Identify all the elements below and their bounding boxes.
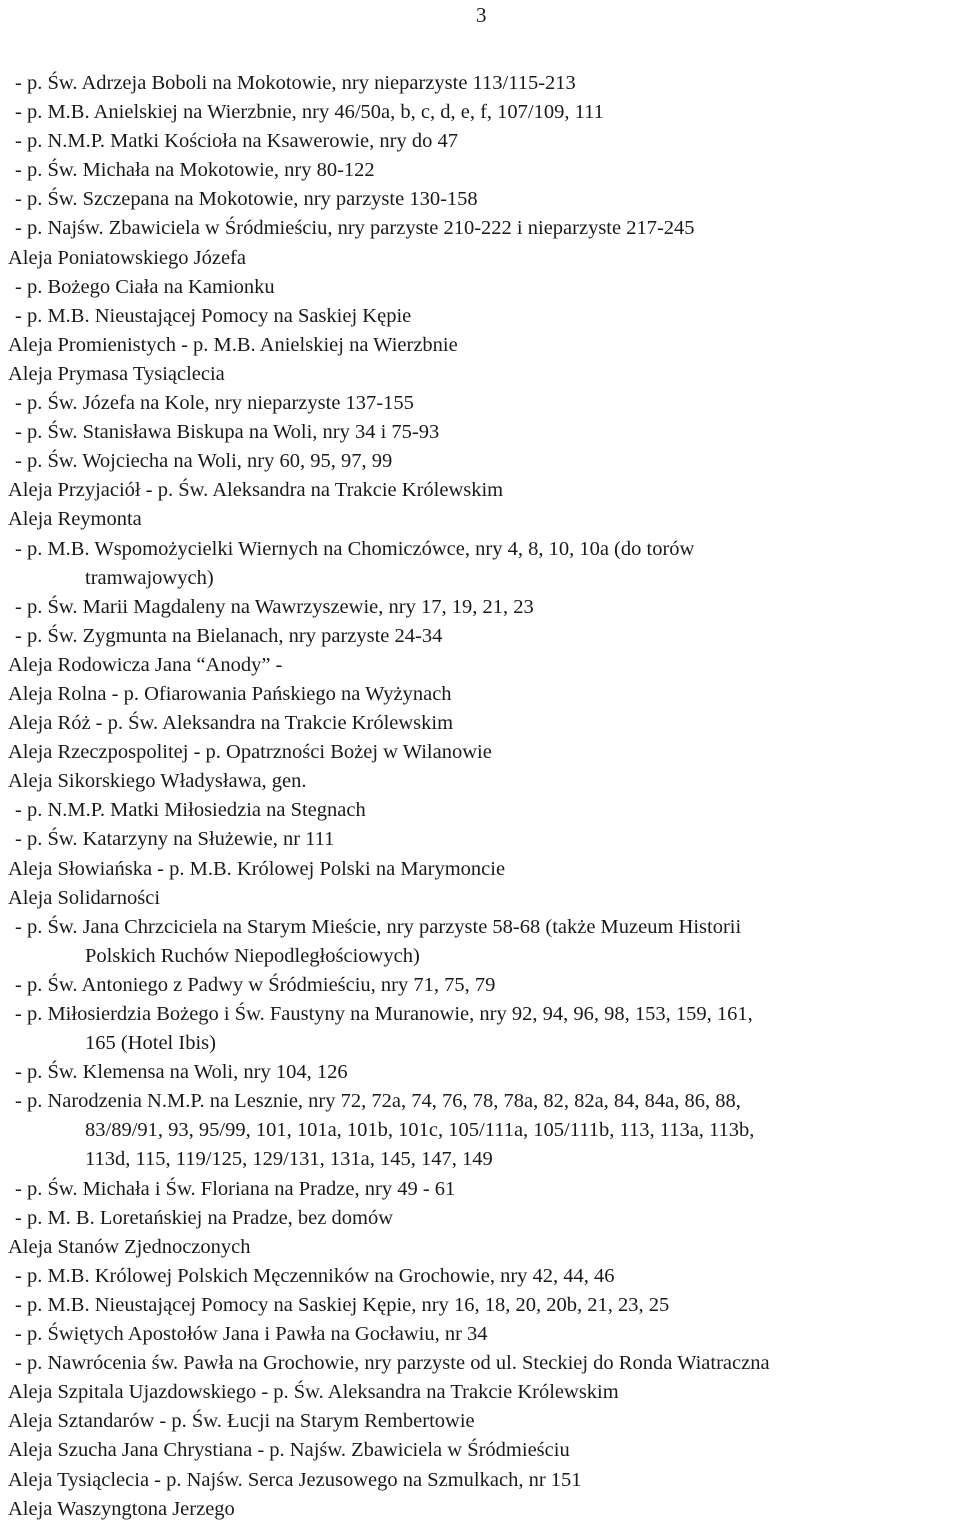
street-heading: Aleja Promienistych - p. M.B. Anielskiej na Wierzbnie bbox=[8, 333, 458, 356]
street-heading: Aleja Reymonta bbox=[8, 508, 142, 531]
parish-entry: - p. Św. Klemensa na Woli, nry 104, 126 bbox=[15, 1061, 348, 1084]
continuation-line: Polskich Ruchów Niepodległościowych) bbox=[85, 944, 420, 967]
street-heading: Aleja Przyjaciół - p. Św. Aleksandra na Trakcie Królewskim bbox=[8, 479, 504, 502]
continuation-line: 83/89/91, 93, 95/99, 101, 101a, 101b, 101c, 105/111a, 105/111b, 113, 113a, 113b, bbox=[85, 1119, 755, 1142]
parish-entry: - p. N.M.P. Matki Kościoła na Ksawerowie, nry do 47 bbox=[15, 130, 458, 153]
parish-entry: - p. Św. Michała na Mokotowie, nry 80-122 bbox=[15, 159, 375, 182]
street-heading: Aleja Stanów Zjednoczonych bbox=[8, 1235, 251, 1258]
parish-entry: - p. Nawrócenia św. Pawła na Grochowie, nry parzyste od ul. Steckiej do Ronda Wiatraczna bbox=[15, 1352, 770, 1375]
parish-entry: - p. Św. Józefa na Kole, nry nieparzyste 137-155 bbox=[15, 392, 414, 415]
street-heading: Aleja Rodowicza Jana “Anody” - bbox=[8, 653, 283, 676]
street-heading: Aleja Poniatowskiego Józefa bbox=[8, 246, 246, 269]
parish-entry: - p. Św. Katarzyny na Służewie, nr 111 bbox=[15, 828, 335, 851]
parish-entry: - p. Bożego Ciała na Kamionku bbox=[15, 275, 275, 298]
continuation-line: tramwajowych) bbox=[85, 566, 214, 589]
street-heading: Aleja Solidarności bbox=[8, 886, 161, 909]
parish-entry: - p. Św. Wojciecha na Woli, nry 60, 95, 97, 99 bbox=[15, 450, 393, 473]
parish-entry: - p. Św. Jana Chrzciciela na Starym Mieście, nry parzyste 58-68 (także Muzeum Historii bbox=[15, 915, 742, 938]
parish-entry: - p. M.B. Wspomożycielki Wiernych na Chomiczówce, nry 4, 8, 10, 10a (do torów bbox=[15, 537, 695, 560]
parish-entry: - p. N.M.P. Matki Miłosiedzia na Stegnach bbox=[15, 799, 366, 822]
parish-entry: - p. Św. Michała i Św. Floriana na Pradze, nry 49 - 61 bbox=[15, 1177, 456, 1200]
street-heading: Aleja Rzeczpospolitej - p. Opatrzności Bożej w Wilanowie bbox=[8, 741, 492, 764]
street-heading: Aleja Szucha Jana Chrystiana - p. Najśw. Zbawiciela w Śródmieściu bbox=[8, 1439, 570, 1462]
parish-entry: - p. M. B. Loretańskiej na Pradze, bez domów bbox=[15, 1206, 394, 1229]
parish-entry: - p. Św. Marii Magdaleny na Wawrzyszewie, nry 17, 19, 21, 23 bbox=[15, 595, 534, 618]
street-heading: Aleja Sztandarów - p. Św. Łucji na Starym Rembertowie bbox=[8, 1410, 475, 1433]
parish-entry: - p. Najśw. Zbawiciela w Śródmieściu, nry parzyste 210-222 i nieparzyste 217-245 bbox=[15, 217, 695, 240]
parish-entry: - p. M.B. Królowej Polskich Męczenników na Grochowie, nry 42, 44, 46 bbox=[15, 1264, 615, 1287]
parish-entry: - p. Świętych Apostołów Jana i Pawła na Gocławiu, nr 34 bbox=[15, 1323, 488, 1346]
parish-entry: - p. M.B. Nieustającej Pomocy na Saskiej Kępie, nry 16, 18, 20, 20b, 21, 23, 25 bbox=[15, 1293, 670, 1316]
parish-entry: - p. Św. Zygmunta na Bielanach, nry parzyste 24-34 bbox=[15, 624, 443, 647]
street-heading: Aleja Prymasa Tysiąclecia bbox=[8, 362, 225, 385]
parish-entry: - p. Św. Szczepana na Mokotowie, nry parzyste 130-158 bbox=[15, 188, 478, 211]
street-heading: Aleja Waszyngtona Jerzego bbox=[8, 1497, 235, 1520]
continuation-line: 113d, 115, 119/125, 129/131, 131a, 145, 147, 149 bbox=[85, 1148, 493, 1171]
continuation-line: 165 (Hotel Ibis) bbox=[85, 1032, 216, 1055]
street-heading: Aleja Róż - p. Św. Aleksandra na Trakcie Królewskim bbox=[8, 712, 454, 735]
street-heading: Aleja Sikorskiego Władysława, gen. bbox=[8, 770, 307, 793]
street-heading: Aleja Tysiąclecia - p. Najśw. Serca Jezusowego na Szmulkach, nr 151 bbox=[8, 1468, 582, 1491]
parish-entry: - p. Św. Stanisława Biskupa na Woli, nry 34 i 75-93 bbox=[15, 421, 440, 444]
street-heading: Aleja Szpitala Ujazdowskiego - p. Św. Aleksandra na Trakcie Królewskim bbox=[8, 1381, 619, 1404]
parish-entry: - p. M.B. Anielskiej na Wierzbnie, nry 46/50a, b, c, d, e, f, 107/109, 111 bbox=[15, 101, 604, 124]
parish-entry: - p. Miłosierdzia Bożego i Św. Faustyny na Muranowie, nry 92, 94, 96, 98, 153, 159, 161, bbox=[15, 1003, 753, 1025]
street-heading: Aleja Słowiańska - p. M.B. Królowej Polski na Marymoncie bbox=[8, 857, 506, 880]
document-body bbox=[8, 69, 958, 1524]
parish-entry: - p. Św. Adrzeja Boboli na Mokotowie, nry nieparzyste 113/115-213 bbox=[15, 72, 576, 94]
page-number: 3 bbox=[476, 3, 487, 27]
parish-entry: - p. M.B. Nieustającej Pomocy na Saskiej Kępie bbox=[15, 304, 412, 327]
parish-entry: - p. Św. Antoniego z Padwy w Śródmieściu, nry 71, 75, 79 bbox=[15, 973, 496, 996]
street-heading: Aleja Rolna - p. Ofiarowania Pańskiego na Wyżynach bbox=[8, 682, 452, 705]
parish-entry: - p. Narodzenia N.M.P. na Lesznie, nry 72, 72a, 74, 76, 78, 78a, 82, 82a, 84, 84a, 86, 88, bbox=[15, 1090, 741, 1113]
